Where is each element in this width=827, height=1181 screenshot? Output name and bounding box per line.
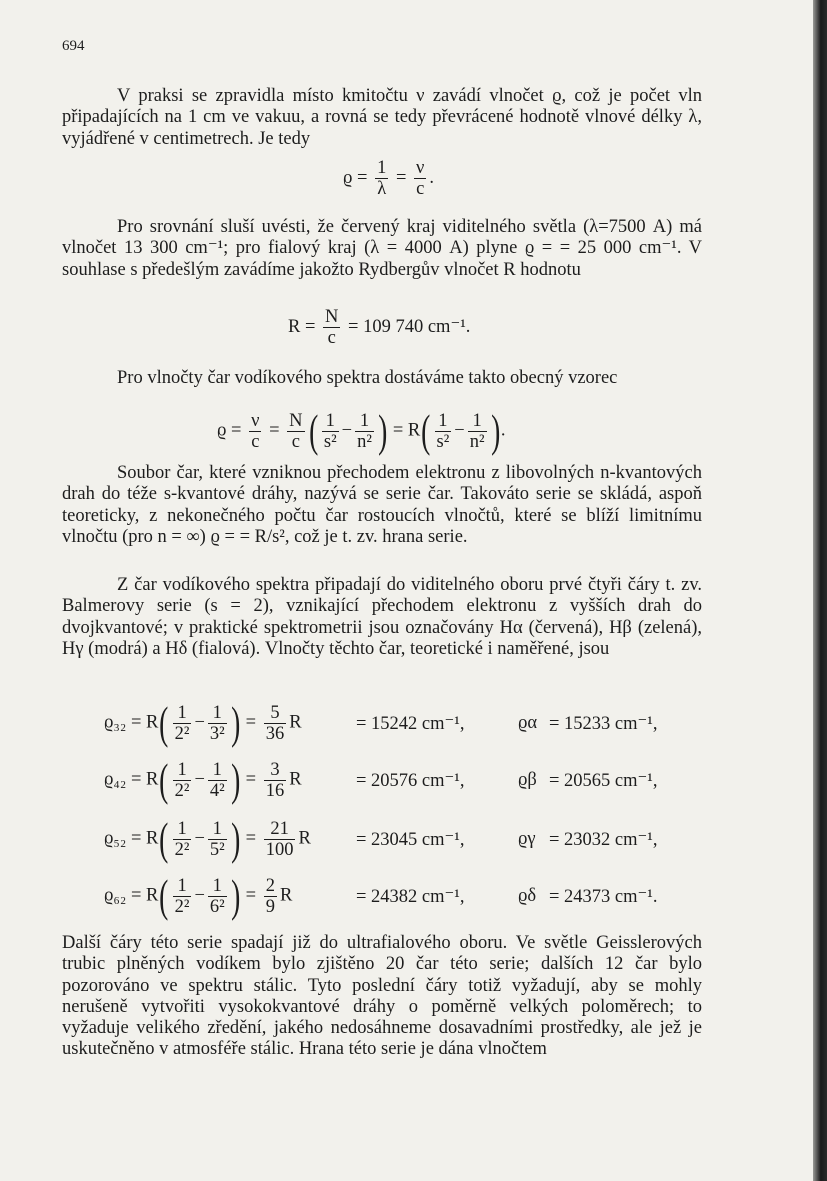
measured-value: = 24373 cm⁻¹.	[549, 887, 658, 907]
measured-label: ϱα	[518, 713, 538, 733]
paragraph-4: Soubor čar, které vzniknou přechodem elektronu z libovolných n-kvantových drah do téže s-kvantové dráhy, nazývá se serie čar. Takováto serie se skládá, aspoň teoreticky, z nekonečného počtu čar rostoucích vlnočtů, které se blíží limitnímu vlnočtu (pro n = ∞) ϱ = = R/s², což je t. zv. hrana serie.	[62, 463, 702, 547]
equation-wavenumber: ϱ = $\frac{1}{\lambda}$ = $\frac{\nu}{c}$ .	[343, 158, 435, 199]
measured-value: = 15233 cm⁻¹,	[549, 714, 658, 734]
measured-label: ϱβ	[518, 770, 537, 790]
paragraph-3: Pro vlnočty čar vodíkového spektra dostáváme takto obecný vzorec	[117, 368, 618, 388]
measured-label: ϱγ	[518, 829, 536, 849]
computed-value: = 20576 cm⁻¹,	[356, 771, 465, 791]
paragraph-6: Další čáry této serie spadají již do ultrafialového oboru. Ve světle Geisslerových trubic plněných vodíkem bylo zjištěno 20 čar této serie; dalších 12 čar bylo pozorováno ve spektru stálic. Tyto poslední čáry totiž vyžadují, aby se mohly nerušeně vytvořiti vysokokvantové dráhy o poměrně velkých poloměrech; to vyžaduje velikého zředění, jakého nedosáhneme dosavadními prostředky, ale jež je uskutečněno v atmosféře stálic. Hrana této serie je dána vlnočtem	[62, 933, 702, 1060]
paragraph-1: V praksi se zpravidla místo kmitočtu ν zavádí vlnočet ϱ, což je počet vln připadajících na 1 cm ve vakuu, a rovná se tedy převrácené hodnotě vlnové délky λ, vyjádřené v centimetrech. Je tedy	[62, 86, 702, 149]
computed-value: = 15242 cm⁻¹,	[356, 714, 465, 734]
page-edge-shadow	[813, 0, 827, 1181]
computed-value: = 23045 cm⁻¹,	[356, 830, 465, 850]
measured-value: = 20565 cm⁻¹,	[549, 771, 658, 791]
equation-rydberg: R = $\frac{N}{c}$ = 109 740 cm⁻¹.	[288, 307, 471, 348]
computed-value: = 24382 cm⁻¹,	[356, 887, 465, 907]
measured-value: = 23032 cm⁻¹,	[549, 830, 658, 850]
equation-general-formula: ϱ = $\frac{\nu}{c}$ = $\frac{N}{c}$ ( $\frac{1}{\text{s²}}$ − $\frac{1}{\text{n²}}$ ) = R( $\frac{1}{\text{s²}}$ − $\frac{1}{\text{n²}}$ ).	[217, 405, 506, 456]
page-number: 694	[62, 38, 85, 54]
row-label: ϱ₆₂	[104, 885, 127, 906]
paragraph-5: Z čar vodíkového spektra připadají do viditelného oboru prvé čtyři čáry t. zv. Balmerovy serie (s = 2), vznikající přechodem elektronu z vyšších drah do dvojkvantové; v praktické spektrometrii jsou označovány Hα (červená), Hβ (zelená), Hγ (modrá) a Hδ (fialová). Vlnočty těchto čar, teoretické i naměřené, jsou	[62, 575, 702, 659]
paragraph-2: Pro srovnání sluší uvésti, že červený kraj viditelného světla (λ=7500 A) má vlnočet 13 300 cm⁻¹; pro fialový kraj (λ = 4000 A) plyne ϱ = = 25 000 cm⁻¹. V souhlase s předešlým zavádíme jakožto Rydbergův vlnočet R hodnotu	[62, 217, 702, 280]
measured-label: ϱδ	[518, 886, 537, 906]
row-label: ϱ₄₂	[104, 769, 127, 790]
row-label: ϱ₅₂	[104, 828, 127, 849]
row-label: ϱ₃₂	[104, 712, 127, 733]
